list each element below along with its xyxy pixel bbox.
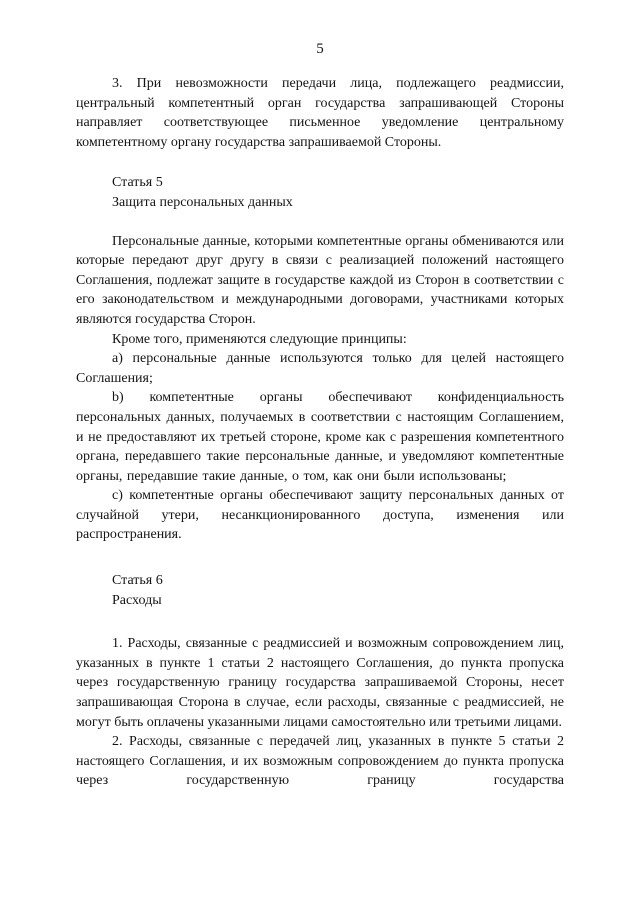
article-6-title: Расходы	[112, 592, 162, 608]
article-6-paragraph: 1. Расходы, связанные с реадмиссией и возможным сопровождением лиц, указанных в пункте 1 статьи 2 настоящего Соглашения, до пункта пропуска через государственную границу государства запрашиваемой Стороны, несет запрашивающая Сторона в случае, если расходы, связанные с реадмиссией, не могут быть оплачены указанными лицами самостоятельно или третьими лицами.	[76, 636, 564, 730]
article-5-item-a: a) персональные данные используются только для целей настоящего Соглашения;	[76, 351, 564, 386]
article-5-number: Статья 5	[112, 175, 163, 191]
article-5-paragraph: Кроме того, применяются следующие принципы:	[112, 331, 407, 347]
article-6-paragraph: 2. Расходы, связанные с передачей лиц, указанных в пункте 5 статьи 2 настоящего Соглашения, и их возможным сопровождением до пункта пропуска через государственную границу государства	[76, 734, 564, 789]
page-number: 5	[316, 41, 324, 57]
article-5-item-b: b) компетентные органы обеспечивают конфиденциальность персональных данных, получаемых в соответствии с настоящим Соглашением, и не предоставляют их третьей стороне, кроме как с разрешения компетентного органа, передавшего такие персональные данные, и уведомляют компетентные органы, передавшие такие данные, о том, как они были использованы;	[76, 390, 564, 484]
paragraph-readmission-notice: 3. При невозможности передачи лица, подлежащего реадмиссии, центральный компетентный орган государства запрашивающей Стороны направляет соответствующее письменное уведомление центральному компетентному органу государства запрашиваемой Стороны.	[76, 76, 564, 150]
article-5-item-c: c) компетентные органы обеспечивают защиту персональных данных от случайной утери, несанкционированного доступа, изменения или распространения.	[76, 488, 564, 543]
article-5-title: Защита персональных данных	[112, 194, 293, 210]
article-5-paragraph: Персональные данные, которыми компетентные органы обмениваются или которые передают друг другу в связи с реализацией положений настоящего Соглашения, подлежат защите в государстве каждой из Сторон в соответствии с его законодательством и международными договорами, участниками которых являются государства Сторон.	[76, 233, 564, 327]
document-body	[76, 74, 564, 791]
article-6-number: Статья 6	[112, 573, 163, 589]
